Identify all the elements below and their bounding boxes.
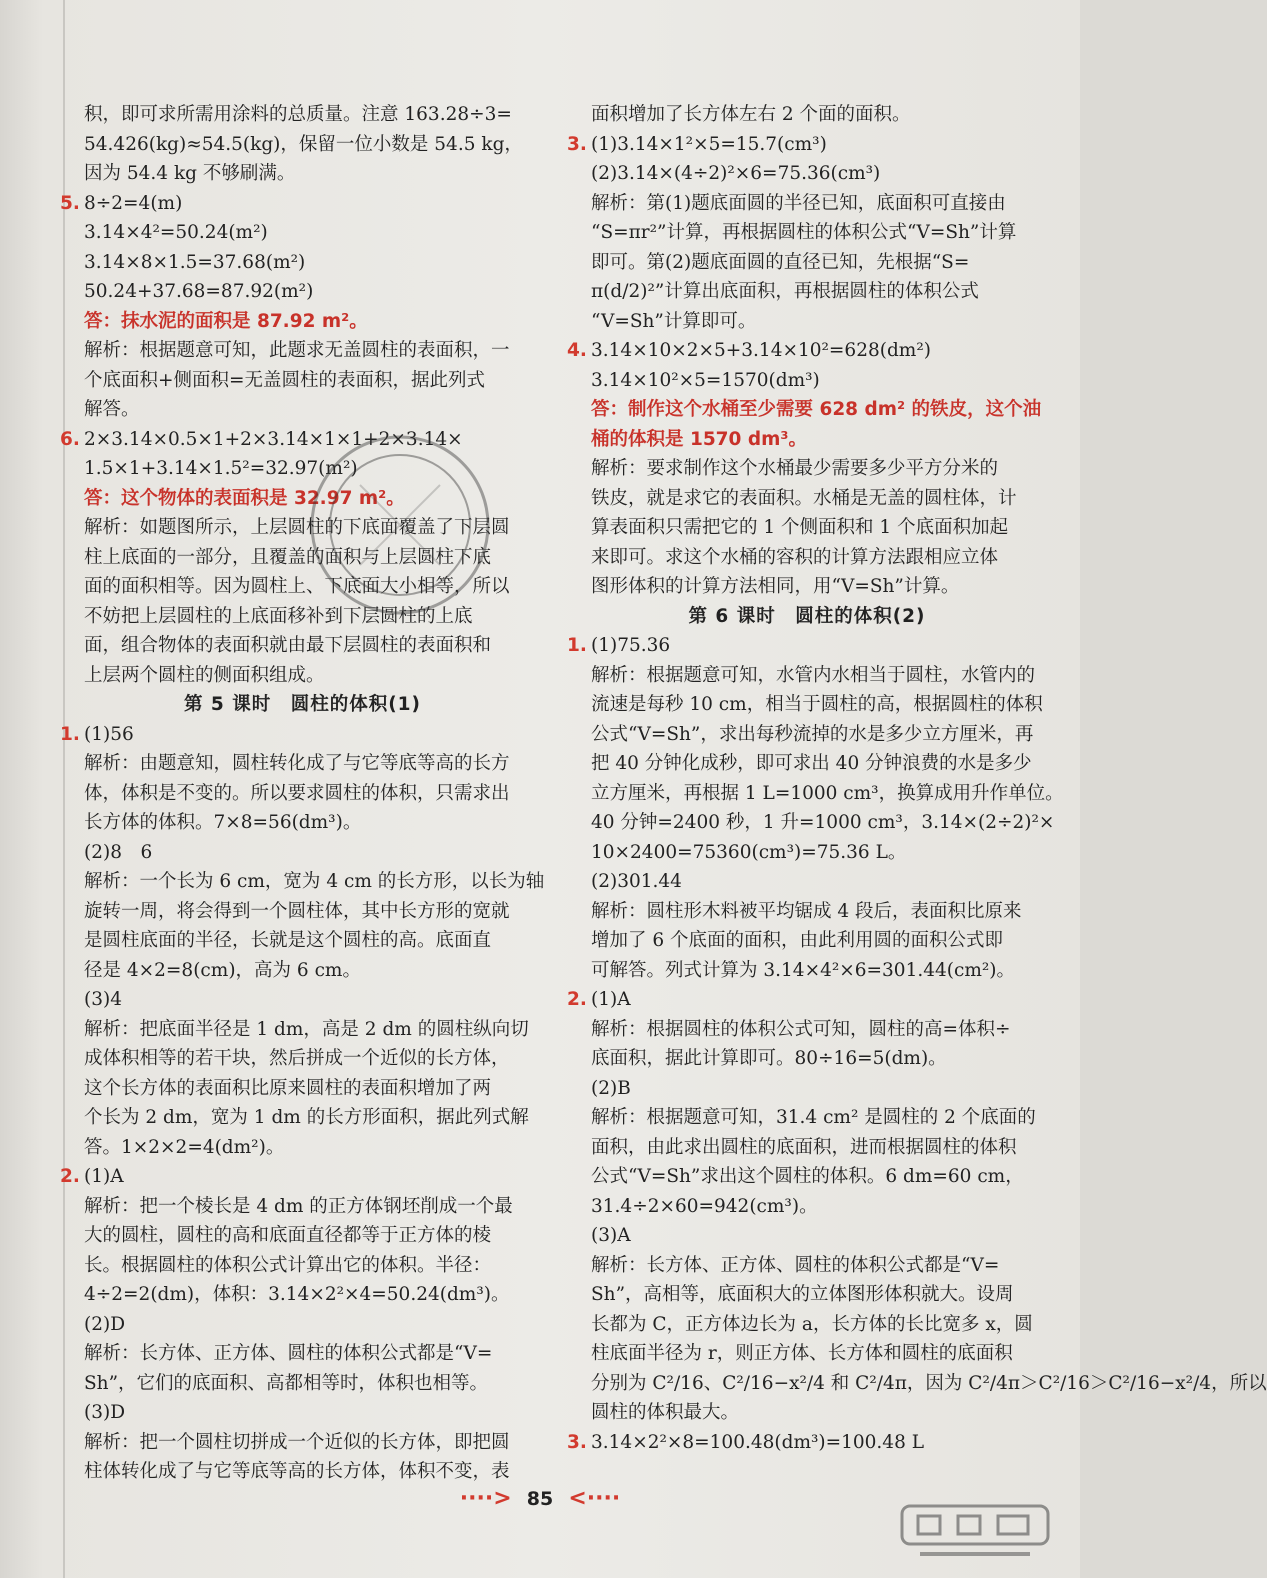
text-line: 个长为 2 dm，宽为 1 dm 的长方形面积，据此列式解: [84, 1107, 529, 1128]
question-text: 3.14×10×2×5+3.14×10²=628(dm²): [591, 340, 931, 361]
question-text: (1)56: [84, 723, 134, 745]
text-line: 10×2400=75360(cm³)=75.36 L。: [591, 841, 907, 863]
page-number: 85: [526, 1487, 554, 1510]
text-line: 长方体的体积。7×8=56(dm³)。: [84, 812, 362, 833]
text-line: 1.5×1+3.14×1.5²=32.97(m²): [84, 458, 358, 479]
next-arrow-icon: ····>: [459, 1486, 512, 1511]
text-line: 立方厘米，再根据 1 L=1000 cm³，换算成用升作单位。: [591, 782, 1064, 804]
text-line: 因为 54.4 kg 不够刷满。: [84, 163, 296, 184]
text-line: 铁皮，就是求它的表面积。水桶是无盖的圆柱体，计: [591, 487, 1017, 509]
text-line: 解析：由题意知，圆柱转化成了与它等底等高的长方: [84, 753, 510, 774]
stamp-seal: [300, 425, 500, 625]
question-line: [567, 130, 1047, 160]
question-number: 1.: [567, 635, 587, 656]
question-text: (1)A: [84, 1166, 124, 1187]
text-line: Sh”，高相等，底面积大的立体图形体积就大。设周: [591, 1284, 1014, 1305]
text-line: 个底面积+侧面积=无盖圆柱的表面积，据此列式: [84, 369, 486, 391]
text-line: “S=πr²”计算，再根据圆柱的体积公式“V=Sh”计算: [591, 222, 1017, 243]
text-line: 是圆柱底面的半径，长就是这个圆柱的高。底面直: [84, 930, 492, 951]
question-text: 2×3.14×0.5×1+2×3.14×1×1+2×3.14×: [84, 428, 463, 450]
text-line: 大的圆柱，圆柱的高和底面直径都等于正方体的棱: [84, 1225, 492, 1246]
text-line: π(d/2)²”计算出底面积，再根据圆柱的体积公式: [591, 281, 979, 302]
text-line: 解析：根据题意可知，此题求无盖圆柱的表面积，一: [84, 340, 510, 361]
text-line: 54.426(kg)≈54.5(kg)，保留一位小数是 54.5 kg，: [84, 133, 523, 155]
text-line: 长都为 C，正方体边长为 a，长方体的长比宽多 x，圆: [591, 1313, 1033, 1335]
text-line: 积，即可求所需用涂料的总质量。注意 163.28÷3=: [84, 104, 512, 125]
question-number: 6.: [60, 428, 80, 450]
answer-line: 答：抹水泥的面积是 87.92 m²。: [84, 310, 368, 332]
text-line: 公式“V=Sh”，求出每秒流掉的水是多少立方厘米，再: [591, 723, 1034, 745]
text-line: 圆柱的体积最大。: [591, 1402, 740, 1423]
text-line: 40 分钟=2400 秒，1 升=1000 cm³，3.14×(2÷2)²×: [591, 812, 1055, 833]
question-number: 5.: [60, 192, 80, 214]
question-number: 4.: [567, 340, 587, 361]
text-line: 长。根据圆柱的体积公式计算出它的体积。半径：: [84, 1254, 492, 1276]
text-line: 径是 4×2=8(cm)，高为 6 cm。: [84, 959, 361, 981]
text-line: 解析：根据题意可知，31.4 cm² 是圆柱的 2 个底面的: [591, 1107, 1036, 1128]
text-line: 3.14×8×1.5=37.68(m²): [84, 251, 306, 273]
text-line: 3.14×10²×5=1570(dm³): [591, 369, 820, 391]
text-line: (2)8 6: [84, 841, 153, 863]
text-line: 解答。: [84, 399, 140, 420]
text-line: (3)D: [84, 1402, 126, 1423]
question-number: 3.: [567, 1431, 587, 1453]
text-line: 不妨把上层圆柱的上底面移补到下层圆柱的上底: [84, 605, 473, 627]
text-line: 解析：第(1)题底面圆的半径已知，底面积可直接由: [591, 192, 1006, 214]
question-line: [567, 336, 1047, 366]
section-heading: 第 5 课时 圆柱的体积(1): [183, 694, 422, 715]
question-line: [60, 189, 545, 219]
text-line: 面的面积相等。因为圆柱上、下底面大小相等，所以: [84, 576, 510, 597]
question-line: [60, 720, 545, 750]
watermark-logo: [900, 1504, 1050, 1560]
text-line: 体，体积是不变的。所以要求圆柱的体积，只需求出: [84, 782, 510, 804]
answer-line: 答：这个物体的表面积是 32.97 m²。: [84, 487, 405, 509]
text-line: 算表面积只需把它的 1 个侧面积和 1 个底面积加起: [591, 517, 1009, 538]
text-line: 解析：长方体、正方体、圆柱的体积公式都是“V=: [84, 1343, 493, 1364]
text-line: 面积，由此求出圆柱的底面积，进而根据圆柱的体积: [591, 1136, 1017, 1158]
prev-arrow-icon: <····: [568, 1486, 621, 1511]
question-text: (1)75.36: [591, 635, 671, 656]
right-column: [567, 100, 1267, 1457]
text-line: 旋转一周，将会得到一个圆柱体，其中长方形的宽就: [84, 900, 510, 922]
text-line: 解析：一个长为 6 cm，宽为 4 cm 的长方形，以长为轴: [84, 871, 545, 892]
text-line: 答。1×2×2=4(dm²)。: [84, 1136, 285, 1158]
question-number: 2.: [60, 1166, 80, 1187]
text-line: 分别为 C²/16、C²/16−x²/4 和 C²/4π，因为 C²/4π＞C²/16＞C²/16−x²/4，所以: [591, 1372, 1267, 1394]
question-line: [60, 1162, 545, 1192]
answer-line: 答：制作这个水桶至少需要 628 dm² 的铁皮，这个油: [591, 399, 1042, 420]
question-line: [567, 985, 1047, 1015]
text-line: 把 40 分钟化成秒，即可求出 40 分钟浪费的水是多少: [591, 753, 1032, 774]
text-line: 31.4÷2×60=942(cm³)。: [591, 1195, 818, 1217]
text-line: 解析：根据圆柱的体积公式可知，圆柱的高=体积÷: [591, 1018, 1011, 1040]
text-line: “V=Sh”计算即可。: [591, 310, 757, 332]
question-number: 3.: [567, 133, 587, 155]
question-number: 1.: [60, 723, 80, 745]
text-line: 解析：要求制作这个水桶最少需要多少平方分米的: [591, 458, 999, 479]
question-text: 3.14×2²×8=100.48(dm³)=100.48 L: [591, 1431, 925, 1453]
text-line: 来即可。求这个水桶的容积的计算方法跟相应立体: [591, 546, 999, 568]
question-number: 2.: [567, 989, 587, 1010]
text-line: 柱上底面的一部分，且覆盖的面积与上层圆柱下底: [84, 546, 492, 568]
answer-line: 桶的体积是 1570 dm³。: [591, 428, 807, 450]
text-line: 柱底面半径为 r，则正方体、长方体和圆柱的底面积: [591, 1343, 1013, 1364]
text-line: 50.24+37.68=87.92(m²): [84, 281, 314, 302]
text-line: 柱体转化成了与它等底等高的长方体，体积不变，表: [84, 1461, 510, 1482]
text-line: 解析：圆柱形木料被平均锯成 4 段后，表面积比原来: [591, 900, 1022, 922]
text-line: 上层两个圆柱的侧面积组成。: [84, 664, 325, 686]
question-text: (1)3.14×1²×5=15.7(cm³): [591, 133, 827, 155]
text-line: 可解答。列式计算为 3.14×4²×6=301.44(cm²)。: [591, 959, 1016, 981]
text-line: 增加了 6 个底面的面积，由此利用圆的面积公式即: [591, 930, 1004, 951]
text-line: Sh”，它们的底面积、高都相等时，体积也相等。: [84, 1372, 489, 1394]
text-line: 这个长方体的表面积比原来圆柱的表面积增加了两: [84, 1077, 492, 1099]
section-heading: 第 6 课时 圆柱的体积(2): [688, 605, 926, 627]
text-line: 解析：把一个圆柱切拼成一个近似的长方体，即把圆: [84, 1431, 510, 1453]
text-line: 解析：把一个棱长是 4 dm 的正方体钢坯削成一个最: [84, 1195, 513, 1217]
text-line: 图形体积的计算方法相同，用“V=Sh”计算。: [591, 576, 960, 597]
text-line: (2)301.44: [591, 871, 682, 892]
text-line: 公式“V=Sh”求出这个圆柱的体积。6 dm=60 cm，: [591, 1166, 1024, 1187]
question-text: 8÷2=4(m): [84, 192, 183, 214]
text-line: 4÷2=2(dm)，体积：3.14×2²×4=50.24(dm³)。: [84, 1284, 510, 1305]
text-line: 解析：如题图所示，上层圆柱的下底面覆盖了下层圆: [84, 517, 510, 538]
text-line: 解析：根据题意可知，水管内水相当于圆柱，水管内的: [591, 664, 1036, 686]
text-line: (2)3.14×(4÷2)²×6=75.36(cm³): [591, 163, 881, 184]
text-line: 面积增加了长方体左右 2 个面的面积。: [591, 104, 911, 125]
text-line: (2)D: [84, 1313, 126, 1335]
left-column: [60, 100, 545, 1487]
question-line: [567, 631, 1047, 661]
question-line: [567, 1428, 1047, 1458]
text-line: (3)4: [84, 989, 122, 1010]
text-line: 解析：长方体、正方体、圆柱的体积公式都是“V=: [591, 1254, 1000, 1276]
text-line: (3)A: [591, 1225, 631, 1246]
text-line: 即可。第(2)题底面圆的直径已知，先根据“S=: [591, 251, 970, 273]
text-line: 流速是每秒 10 cm，相当于圆柱的高，根据圆柱的体积: [591, 694, 1043, 715]
question-text: (1)A: [591, 989, 631, 1010]
text-line: 3.14×4²=50.24(m²): [84, 222, 268, 243]
text-line: 面，组合物体的表面积就由最下层圆柱的表面积和: [84, 635, 492, 656]
text-line: (2)B: [591, 1077, 631, 1099]
text-line: 解析：把底面半径是 1 dm，高是 2 dm 的圆柱纵向切: [84, 1018, 529, 1040]
text-line: 成体积相等的若干块，然后拼成一个近似的长方体，: [84, 1048, 510, 1069]
text-line: 底面积，据此计算即可。80÷16=5(dm)。: [591, 1048, 947, 1069]
